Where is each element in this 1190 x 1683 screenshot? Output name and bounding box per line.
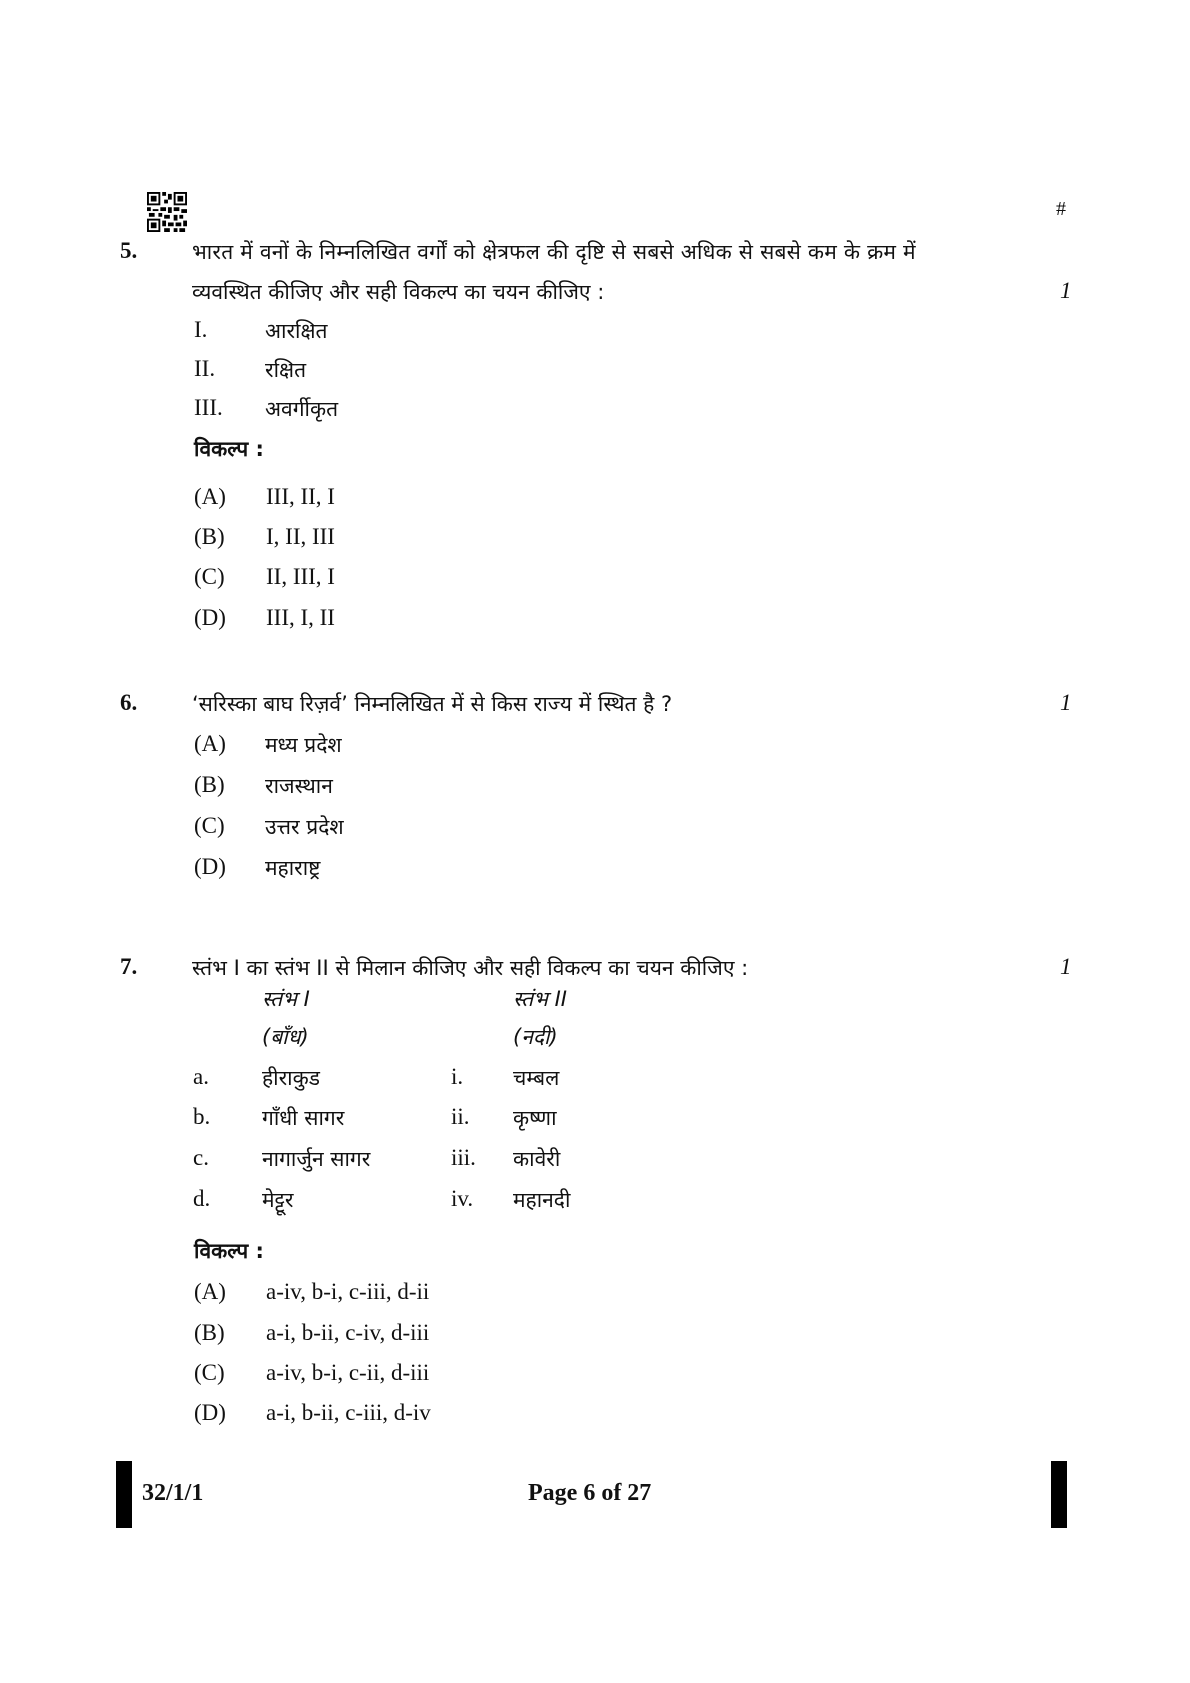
row-right-label: iv. — [451, 1186, 474, 1211]
option-text[interactable]: मध्य प्रदेश — [265, 733, 342, 757]
option-text[interactable]: II, III, I — [266, 564, 335, 589]
row-right-text: कावेरी — [513, 1147, 561, 1171]
row-left-label: c. — [193, 1145, 209, 1170]
column2-subheader: (नदी) — [513, 1025, 558, 1049]
column1-subheader: (बाँध) — [262, 1025, 309, 1049]
item-text: रक्षित — [265, 358, 307, 382]
question-text-line1: ‘सरिस्का बाघ रिज़र्व’ निम्नलिखित में से किस राज्य में स्थित है ? — [192, 692, 673, 716]
options-heading: विकल्प : — [194, 437, 264, 461]
option-label[interactable]: (C) — [194, 564, 225, 589]
option-label[interactable]: (B) — [194, 772, 225, 797]
option-text[interactable]: III, II, I — [266, 484, 335, 509]
row-right-text: महानदी — [513, 1188, 571, 1212]
row-left-label: d. — [193, 1186, 211, 1211]
item-label: III. — [194, 395, 223, 420]
question-number: 6. — [120, 690, 138, 715]
option-text[interactable]: a-i, b-ii, c-iv, d-iii — [266, 1320, 430, 1345]
question-number: 5. — [120, 238, 138, 263]
row-left-text: नागार्जुन सागर — [262, 1147, 371, 1171]
option-label[interactable]: (B) — [194, 1320, 225, 1345]
row-right-label: ii. — [451, 1104, 470, 1129]
option-label[interactable]: (C) — [194, 1360, 225, 1385]
question-text-line1: स्तंभ I का स्तंभ II से मिलान कीजिए और सही विकल्प का चयन कीजिए : — [192, 956, 749, 980]
row-left-label: b. — [193, 1104, 211, 1129]
footer-right-bar — [1051, 1461, 1067, 1528]
row-right-label: iii. — [451, 1145, 476, 1170]
item-label: I. — [194, 317, 208, 342]
item-text: अवर्गीकृत — [265, 397, 339, 421]
option-label[interactable]: (A) — [194, 1279, 226, 1304]
item-label: II. — [194, 356, 216, 381]
question-marks: 1 — [1060, 954, 1072, 979]
paper-code: 32/1/1 — [142, 1480, 204, 1506]
question-text-line1: भारत में वनों के निम्नलिखित वर्गों को क्षेत्रफल की दृष्टि से सबसे अधिक से सबसे कम के क्रम में — [192, 240, 916, 264]
item-text: आरक्षित — [265, 319, 328, 343]
option-label[interactable]: (D) — [194, 854, 226, 879]
option-text[interactable]: a-iv, b-i, c-iii, d-ii — [266, 1279, 430, 1304]
option-label[interactable]: (D) — [194, 605, 226, 630]
question-marks: 1 — [1060, 690, 1072, 715]
option-label[interactable]: (A) — [194, 484, 226, 509]
question-number: 7. — [120, 954, 138, 979]
options-heading: विकल्प : — [194, 1239, 264, 1263]
option-label[interactable]: (B) — [194, 524, 225, 549]
option-label[interactable]: (A) — [194, 731, 226, 756]
page-number: Page 6 of 27 — [528, 1480, 652, 1506]
option-text[interactable]: a-iv, b-i, c-ii, d-iii — [266, 1360, 430, 1385]
row-right-label: i. — [451, 1064, 464, 1089]
footer-left-bar — [116, 1461, 132, 1528]
option-text[interactable]: राजस्थान — [265, 774, 333, 798]
row-left-label: a. — [193, 1064, 209, 1089]
option-text[interactable]: महाराष्ट्र — [265, 856, 321, 880]
option-label[interactable]: (D) — [194, 1400, 226, 1425]
row-left-text: हीराकुड — [262, 1066, 320, 1090]
row-right-text: चम्बल — [513, 1066, 560, 1090]
qr-code-icon — [147, 192, 187, 232]
option-text[interactable]: III, I, II — [266, 605, 335, 630]
column1-header: स्तंभ I — [262, 987, 310, 1011]
option-text[interactable]: उत्तर प्रदेश — [265, 815, 344, 839]
option-text[interactable]: a-i, b-ii, c-iii, d-iv — [266, 1400, 431, 1425]
row-right-text: कृष्णा — [513, 1106, 557, 1130]
row-left-text: मेट्टूर — [262, 1188, 294, 1212]
question-marks: 1 — [1060, 278, 1072, 303]
option-text[interactable]: I, II, III — [266, 524, 335, 549]
column2-header: स्तंभ II — [513, 987, 567, 1011]
hash-mark: # — [1056, 198, 1066, 220]
option-label[interactable]: (C) — [194, 813, 225, 838]
question-text-line2: व्यवस्थित कीजिए और सही विकल्प का चयन कीजिए : — [192, 280, 605, 304]
row-left-text: गाँधी सागर — [262, 1106, 345, 1130]
